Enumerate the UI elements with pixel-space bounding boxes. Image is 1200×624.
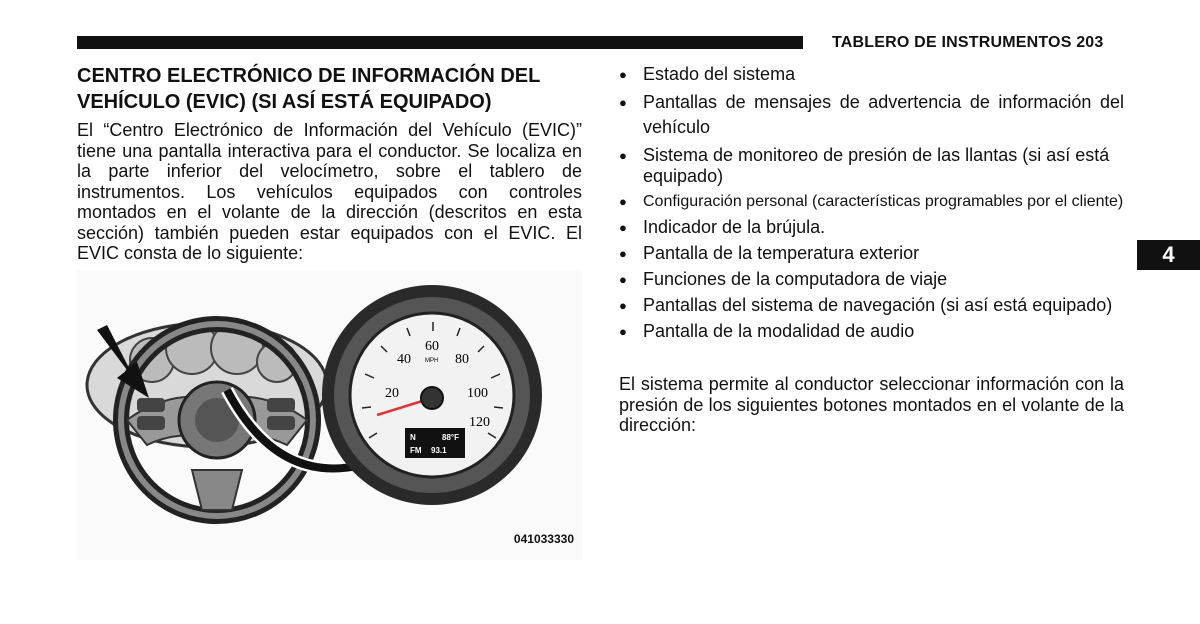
list-item: ● Estado del sistema <box>619 64 1124 85</box>
dial-label-80: 80 <box>455 352 469 367</box>
dial-label-40: 40 <box>397 352 411 367</box>
dial-unit: MPH <box>425 358 439 364</box>
dial-label-120: 120 <box>469 415 490 430</box>
section-title: CENTRO ELECTRÓNICO DE INFORMACIÓN DEL VEHÍCULO (EVIC) (SI ASÍ ESTÁ EQUIPADO) <box>77 65 540 113</box>
speedometer-zoom <box>322 285 542 505</box>
list-item: ● Sistema de monitoreo de presión de las llantas (si así está equipado) <box>619 145 1124 187</box>
list-item: ● Pantalla de la temperatura exterior <box>619 243 1124 264</box>
running-header: TABLERO DE INSTRUMENTOS 203 <box>832 34 1104 51</box>
dial-label-100: 100 <box>467 386 488 401</box>
display-radio-label: FM <box>410 446 422 455</box>
figure-caption: 041033330 <box>513 532 574 546</box>
list-item: ● Funciones de la computadora de viaje <box>619 269 1124 290</box>
list-item: ● Indicador de la brújula. <box>619 217 1124 238</box>
list-item: ● Configuración personal (características programables por el cliente) <box>619 192 1124 212</box>
evic-illustration <box>77 270 582 560</box>
list-item: ● Pantallas de mensajes de advertencia de información del vehículo <box>619 90 1124 140</box>
needle-hub <box>421 387 443 409</box>
evic-features-list <box>619 64 1124 347</box>
display-temperature: 88°F <box>442 433 459 442</box>
intro-paragraph: El “Centro Electrónico de Información del Vehículo (EVIC)” tiene una pantalla interactiva para el conductor. Se localiza en la parte inferior del velocímetro, sobre el tablero de instrumentos. Los vehículos equipados con controles montados en el volante de la dirección (descritos en esta sección) también pueden estar equipados con el EVIC. El EVIC consta de lo siguiente: <box>77 120 582 263</box>
header-rule <box>77 36 803 49</box>
dial-label-60: 60 <box>425 339 439 354</box>
list-item: ● Pantalla de la modalidad de audio <box>619 321 1124 342</box>
display-compass: N <box>410 433 416 442</box>
chapter-tab: 4 <box>1137 240 1200 270</box>
display-radio-frequency: 93.1 <box>431 446 447 455</box>
dial-label-20: 20 <box>385 386 399 401</box>
evic-figure <box>77 270 582 560</box>
list-item: ● Pantallas del sistema de navegación (si así está equipado) <box>619 295 1124 316</box>
closing-paragraph: El sistema permite al conductor seleccionar información con la presión de los siguientes botones montados en el volante de la dirección: <box>619 374 1124 435</box>
